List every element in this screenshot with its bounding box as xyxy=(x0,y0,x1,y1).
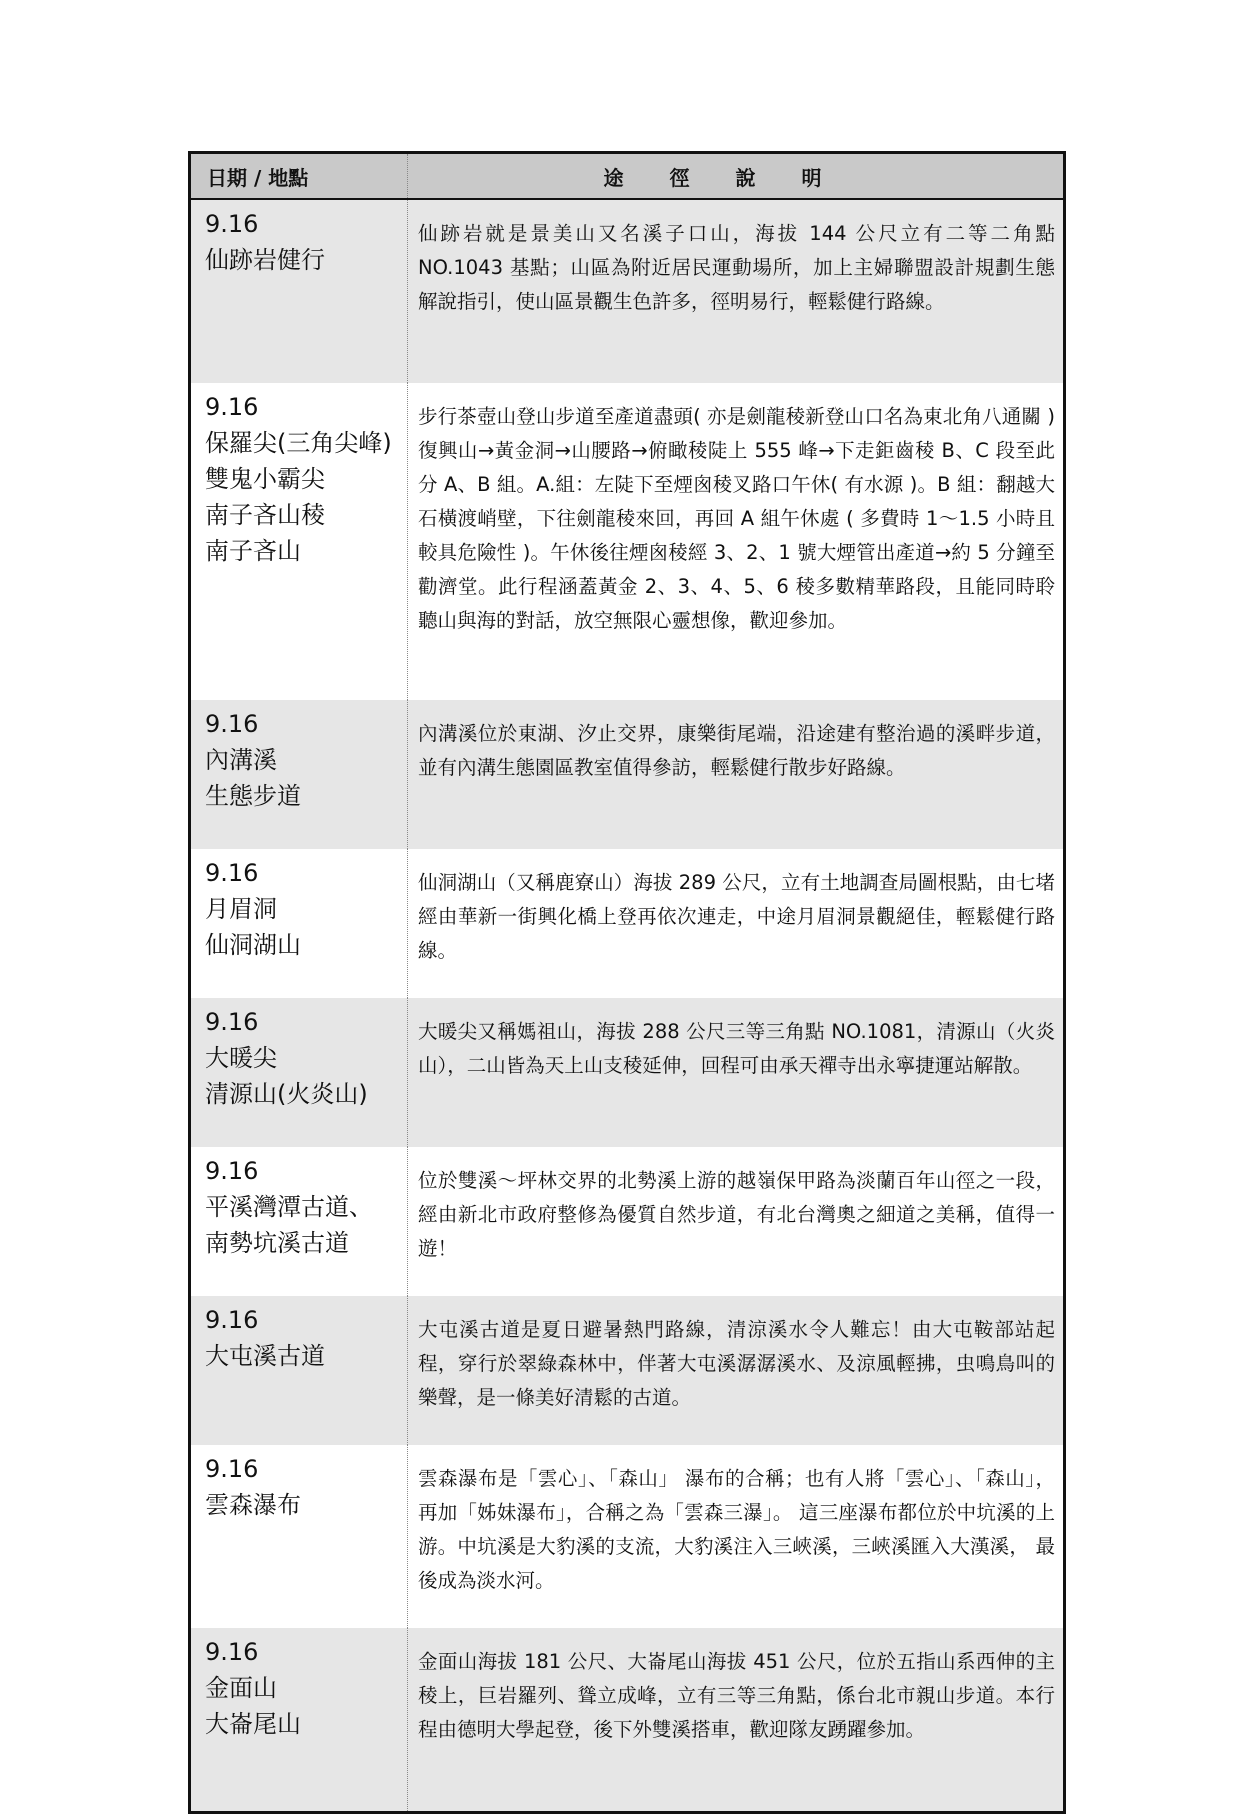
location-name: 平溪灣潭古道、 xyxy=(205,1193,373,1221)
date-location-cell xyxy=(190,700,408,849)
route-description: 位於雙溪～坪林交界的北勢溪上游的越嶺保甲路為淡蘭百年山徑之一段，經由新北市政府整修為優質自然步道，有北台灣奧之細道之美稱，值得一遊！ xyxy=(418,1169,1055,1260)
date-text: 9.16 xyxy=(205,1008,259,1036)
date-text: 9.16 xyxy=(205,859,259,887)
route-description: 大屯溪古道是夏日避暑熱門路線，清涼溪水令人難忘！由大屯鞍部站起程，穿行於翠綠森林中，伴著大屯溪潺潺溪水、及涼風輕拂，虫鳴鳥叫的樂聲，是一條美好清鬆的古道。 xyxy=(408,1296,1065,1445)
location-name: 生態步道 xyxy=(205,782,301,810)
date-location-cell xyxy=(190,849,408,998)
location-name: 雲森瀑布 xyxy=(205,1491,301,1519)
location-name: 雙鬼小霸尖 xyxy=(205,465,325,493)
route-description: 金面山海拔 181 公尺、大崙尾山海拔 451 公尺，位於五指山系西伸的主稜上，巨岩羅列、聳立成峰，立有三等三角點，係台北市親山步道。本行程由德明大學起登，後下外雙溪搭車，歡迎隊友踴躍參加。 xyxy=(408,1628,1065,1813)
date-location-cell xyxy=(190,383,408,700)
date-text: 9.16 xyxy=(205,1455,259,1483)
route-description: 雲森瀑布是「雲心」、「森山」 瀑布的合稱；也有人將「雲心」、「森山」，再加「姊妹瀑布」，合稱之為「雲森三瀑」。 這三座瀑布都位於中坑溪的上游。中坑溪是大豹溪的支流，大豹溪注入三峽溪，三峽溪匯入大漢溪， 最後成為淡水河。 xyxy=(418,1467,1055,1592)
table-row xyxy=(190,1445,1065,1628)
date-location-cell xyxy=(190,998,408,1147)
date-text: 9.16 xyxy=(205,1157,259,1185)
table-row xyxy=(190,1296,1065,1445)
table-row xyxy=(190,998,1065,1147)
header-date-location: 日期 / 地點 xyxy=(190,153,408,200)
location-name: 金面山 xyxy=(205,1674,277,1702)
location-name: 仙洞湖山 xyxy=(205,931,301,959)
table-row xyxy=(190,199,1065,383)
table-row xyxy=(190,849,1065,998)
location-name: 內溝溪 xyxy=(205,746,277,774)
location-name: 大屯溪古道 xyxy=(205,1342,325,1370)
route-description: 步行茶壺山登山步道至產道盡頭( 亦是劍龍稜新登山口名為東北角八通關 ) 復興山→黃金洞→山腰路→俯瞰稜陡上 555 峰→下走鉅齒稜 B、C 段至此分 A、B 組。A.組：左陡下至煙囪稜叉路口午休( 有水源 )。B 組：翻越大石橫渡峭壁，下往劍龍稜來回，再回 A 組午休處 ( 多費時 1～1.5 小時且較具危險性 )。午休後往煙囪稜經 3、2、1 號大煙管出產道→約 5 分鐘至勸濟堂。此行程涵蓋黃金 2、3、4、5、6 稜多數精華路段，且能同時聆聽山與海的對話，放空無限心靈想像，歡迎參加。 xyxy=(418,405,1055,632)
route-description: 內溝溪位於東湖、汐止交界，康樂街尾端，沿途建有整治過的溪畔步道，並有內溝生態園區教室值得參訪，輕鬆健行散步好路線。 xyxy=(408,700,1065,849)
table-row xyxy=(190,1628,1065,1813)
location-name: 南子吝山 xyxy=(205,537,301,565)
location-name: 大崙尾山 xyxy=(205,1710,301,1738)
date-location-cell xyxy=(190,1445,408,1628)
table-row xyxy=(190,700,1065,849)
route-description: 仙跡岩就是景美山又名溪子口山，海拔 144 公尺立有二等二角點 NO.1043 基點；山區為附近居民運動場所，加上主婦聯盟設計規劃生態解說指引，使山區景觀生色許多，徑明易行，輕鬆健行路線。 xyxy=(408,199,1065,383)
location-name: 南子吝山稜 xyxy=(205,501,325,529)
schedule-table xyxy=(188,151,1066,1814)
route-description: 仙洞湖山（又稱鹿寮山）海拔 289 公尺，立有土地調查局圖根點，由七堵經由華新一街興化橋上登再依次連走，中途月眉洞景觀絕佳，輕鬆健行路線。 xyxy=(418,871,1055,962)
date-text: 9.16 xyxy=(205,1306,259,1334)
table-row xyxy=(190,1147,1065,1296)
date-location-cell xyxy=(190,1296,408,1445)
route-description: 大暖尖又稱媽祖山，海拔 288 公尺三等三角點 NO.1081，清源山（火炎山），二山皆為天上山支稜延伸，回程可由承天禪寺出永寧捷運站解散。 xyxy=(408,998,1065,1147)
date-location-cell xyxy=(190,199,408,383)
date-text: 9.16 xyxy=(205,1638,259,1666)
date-location-cell xyxy=(190,1147,408,1296)
location-name: 仙跡岩健行 xyxy=(205,246,325,274)
date-text: 9.16 xyxy=(205,210,259,238)
date-text: 9.16 xyxy=(205,710,259,738)
location-name: 南勢坑溪古道 xyxy=(205,1229,349,1257)
header-row xyxy=(190,153,1065,200)
header-route-description: 途徑說明 xyxy=(408,153,1065,200)
location-name: 月眉洞 xyxy=(205,895,277,923)
location-name: 大暖尖 xyxy=(205,1044,277,1072)
table-row xyxy=(190,383,1065,700)
location-name: 清源山(火炎山) xyxy=(205,1080,368,1108)
date-location-cell xyxy=(190,1628,408,1813)
location-name: 保羅尖(三角尖峰) xyxy=(205,429,392,457)
date-text: 9.16 xyxy=(205,393,259,421)
